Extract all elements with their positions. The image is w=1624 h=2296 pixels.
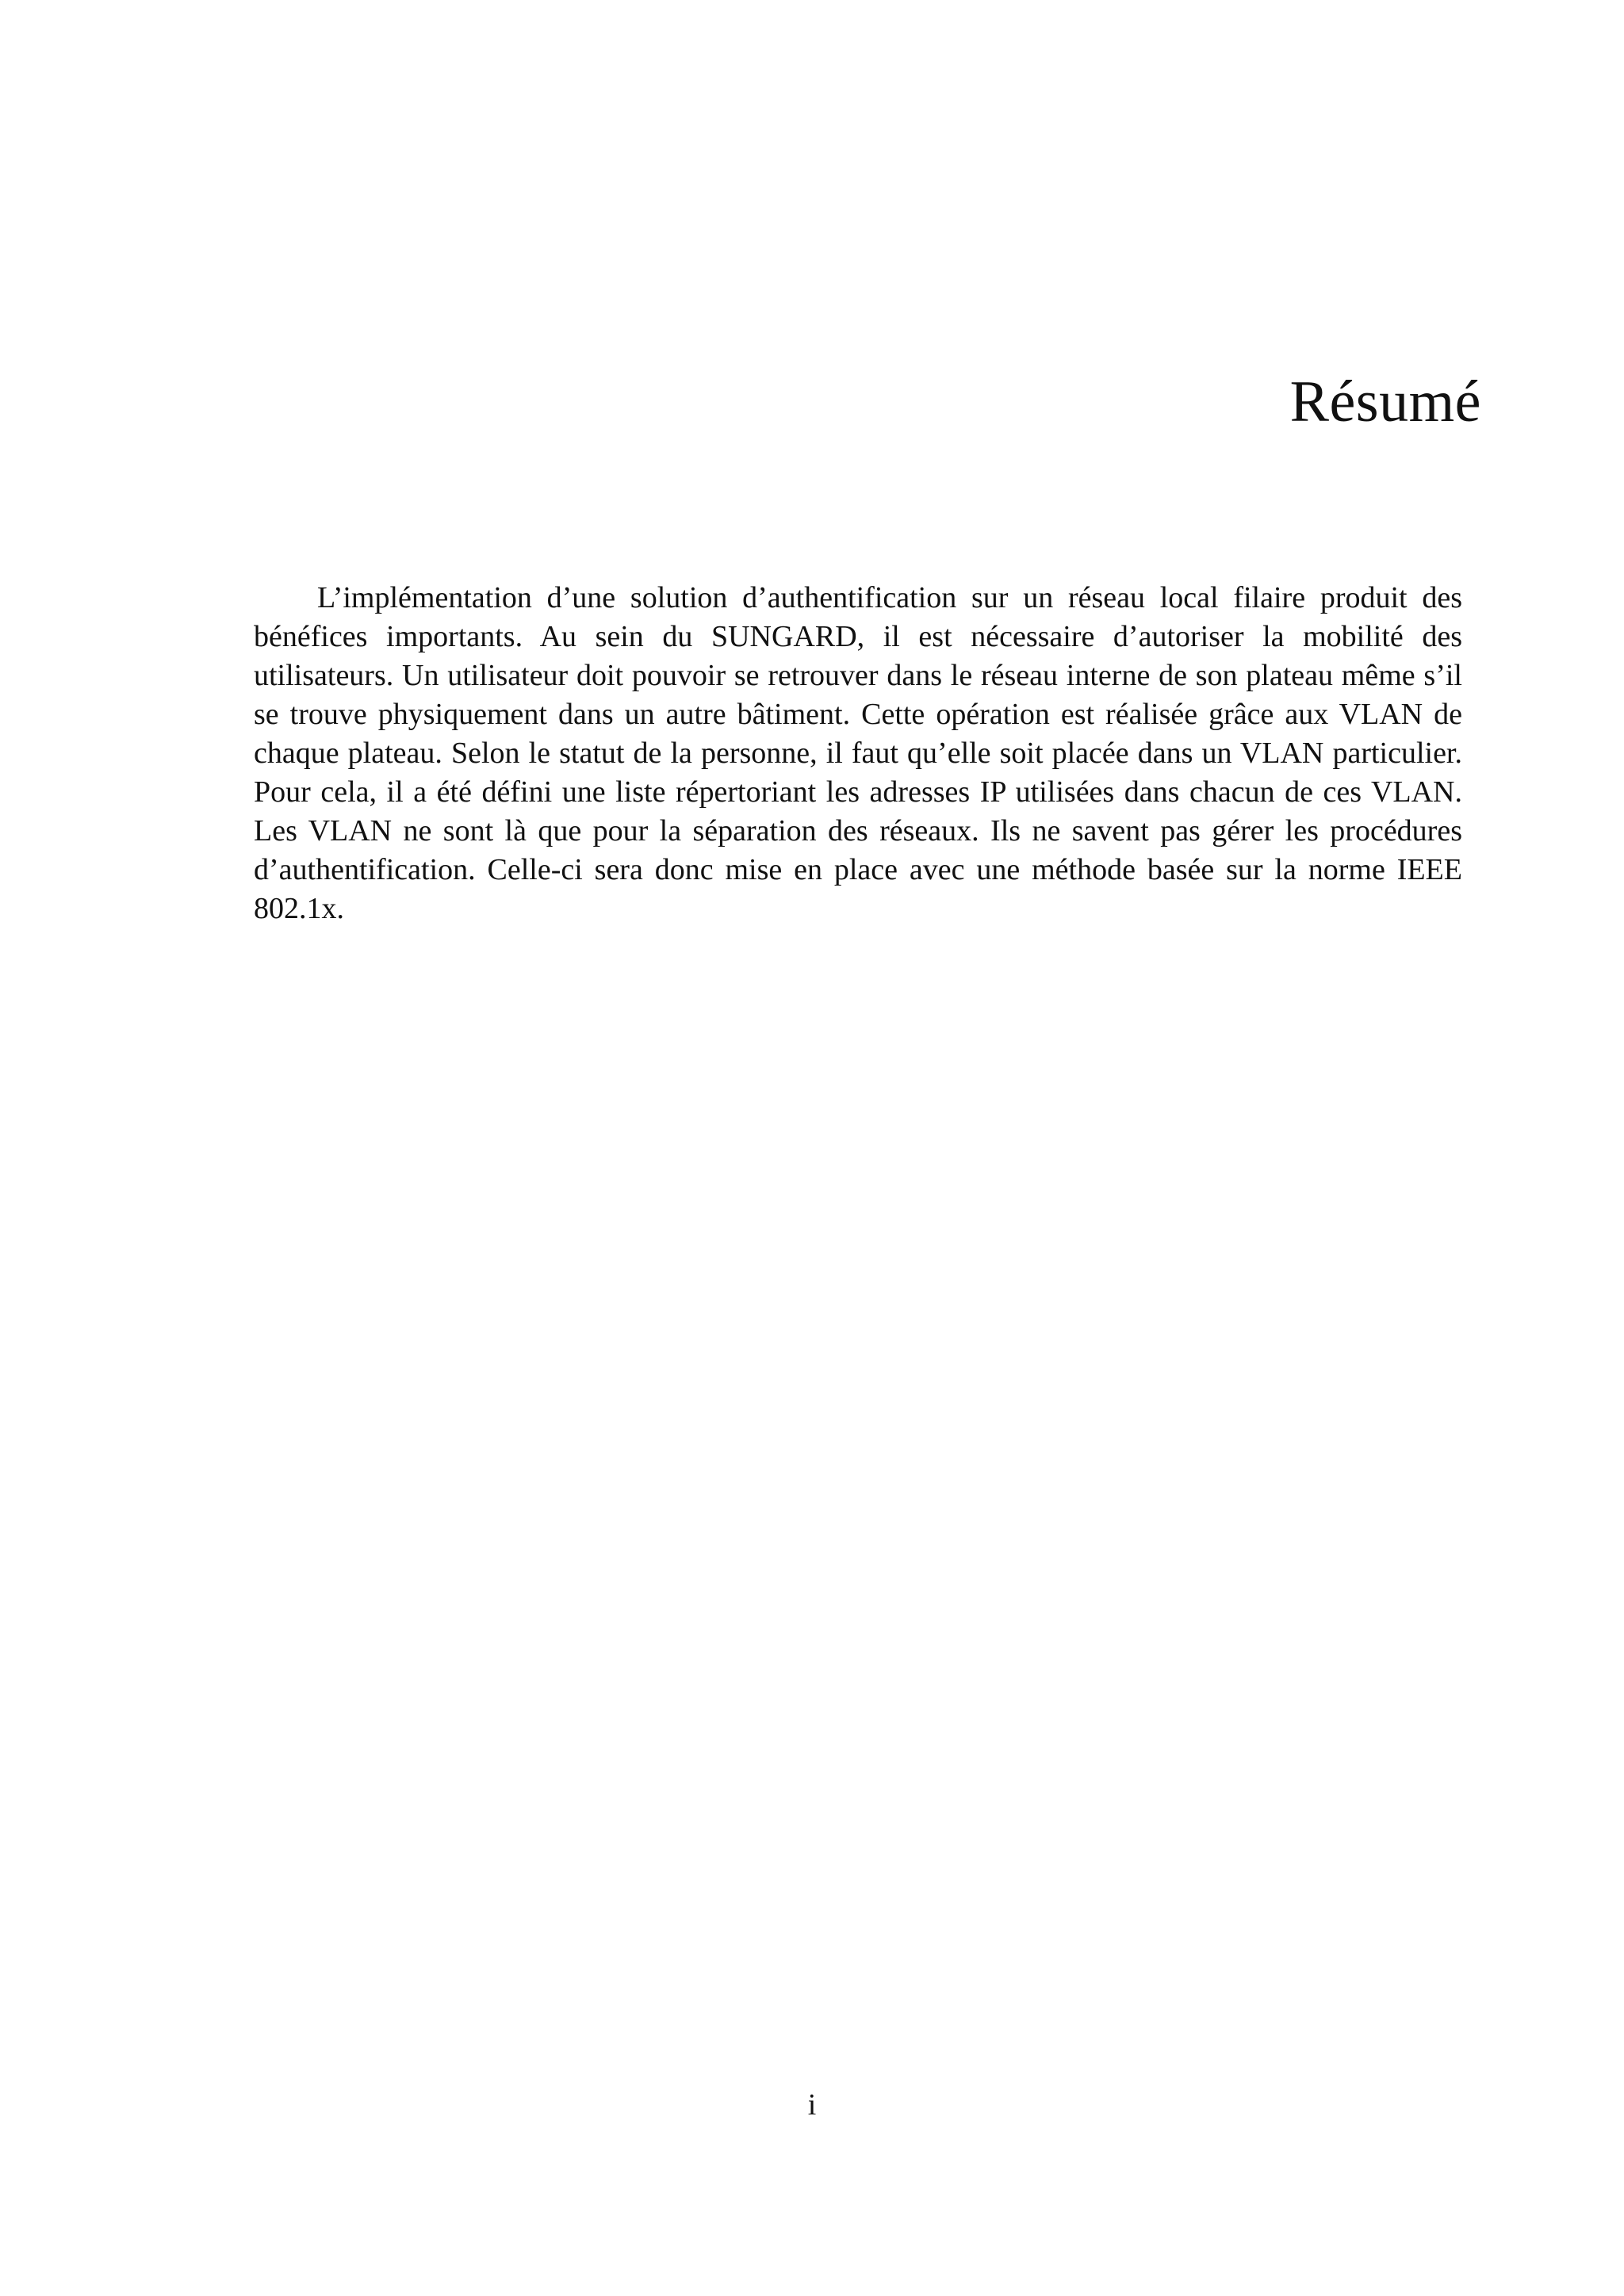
chapter-title: Résumé: [1289, 369, 1481, 434]
page-number: i: [807, 2088, 817, 2122]
abstract-paragraph: L’implémentation d’une solution d’authentification sur un réseau local filaire produit des bénéfices importants. Au sein du SUNGARD, il est nécessaire d’autoriser la mobilité des utilisateurs. Un utilisateur doit pouvoir se retrouver dans le réseau interne de son plateau même s’il se trouve physiquement dans un autre bâtiment. Cette opération est réalisée grâce aux VLAN de chaque plateau. Selon le statut de la personne, il faut qu’elle soit placée dans un VLAN particulier. Pour cela, il a été défini une liste répertoriant les adresses IP utilisées dans chacun de ces VLAN. Les VLAN ne sont là que pour la séparation des réseaux. Ils ne savent pas gérer les procédures d’authentification. Celle-ci sera donc mise en place avec une méthode basée sur la norme IEEE 802.1x.: [254, 581, 1462, 925]
